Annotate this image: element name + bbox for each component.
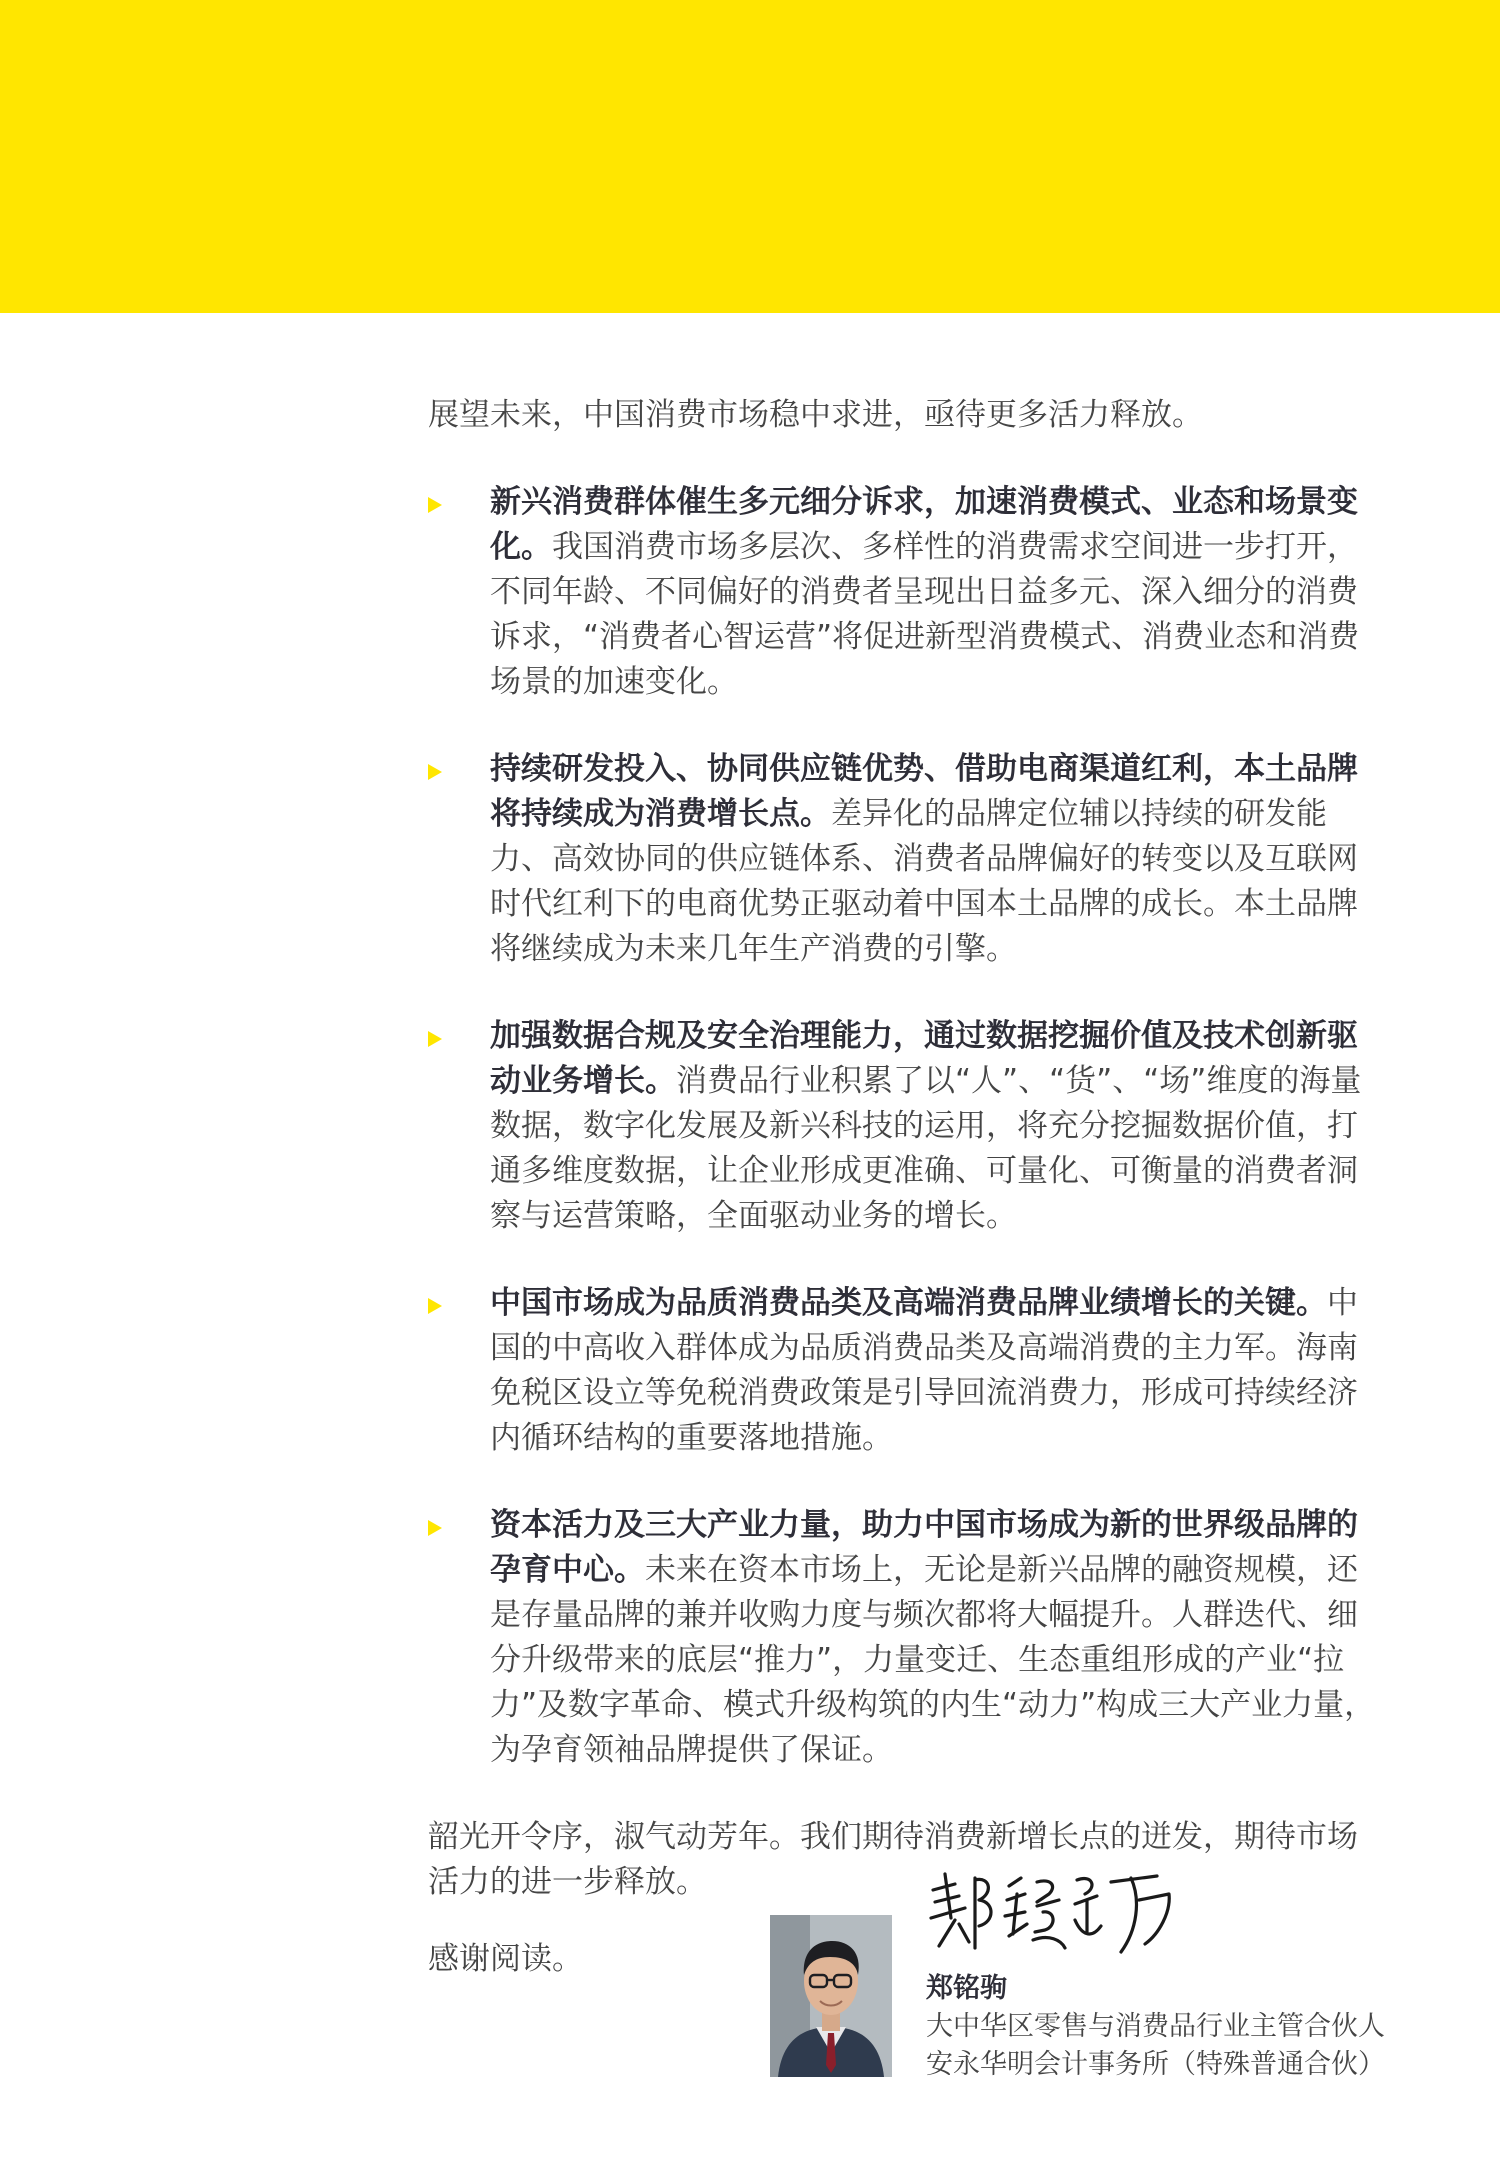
- intro-paragraph: 展望未来，中国消费市场稳中求进，亟待更多活力释放。: [428, 397, 1203, 433]
- top-yellow-band: [0, 0, 1500, 313]
- triangle-bullet-icon: [428, 1520, 442, 1536]
- bullet-heading: 持续研发投入、协同供应链优势、借助电商渠道红利，本土品牌将持续成为消费增长点。: [490, 751, 1358, 832]
- triangle-bullet-icon: [428, 764, 442, 780]
- closing-paragraph: 韶光开令序，淑气动芳年。我们期待消费新增长点的迸发，期待市场活力的进一步释放。: [428, 1819, 1358, 1900]
- thanks-text: 感谢阅读。: [428, 1941, 583, 1977]
- bullet-heading: 新兴消费群体催生多元细分诉求，加速消费模式、业态和场景变化。: [490, 484, 1358, 565]
- bullet-text: 我国消费市场多层次、多样性的消费需求空间进一步打开，不同年龄、不同偏好的消费者呈现出日益多元、深入细分的消费诉求，“消费者心智运营”将促进新型消费模式、消费业态和消费场景的加速变化。: [490, 529, 1360, 700]
- bullet-text: 未来在资本市场上，无论是新兴品牌的融资规模，还是存量品牌的兼并收购力度与频次都将大幅提升。人群迭代、细分升级带来的底层“推力”，力量变迁、生态重组形成的产业“拉力”及数字革命、模式升级构筑的内生“动力”构成三大产业力量，为孕育领袖品牌提供了保证。: [490, 1552, 1376, 1768]
- triangle-bullet-icon: [428, 1298, 442, 1314]
- handwritten-signature: [925, 1860, 1175, 1970]
- list-item: [428, 1014, 1388, 1239]
- bullet-heading: 加强数据合规及安全治理能力，通过数据挖掘价值及技术创新驱动业务增长。: [490, 1018, 1358, 1099]
- triangle-bullet-icon: [428, 497, 442, 513]
- outlook-list: [428, 480, 1388, 1773]
- bullet-heading: 资本活力及三大产业力量，助力中国市场成为新的世界级品牌的孕育中心。: [490, 1507, 1358, 1588]
- signatory-block: [926, 1970, 1385, 2084]
- bullet-heading: 中国市场成为品质消费品类及高端消费品牌业绩增长的关键。: [490, 1285, 1327, 1321]
- bullet-text: 消费品行业积累了以“人”、“货”、“场”维度的海量数据，数字化发展及新兴科技的运用，将充分挖掘数据价值，打通多维度数据，让企业形成更准确、可量化、可衡量的消费者洞察与运营策略，全面驱动业务的增长。: [490, 1063, 1362, 1234]
- signatory-firm: 安永华明会计事务所（特殊普通合伙）: [926, 2049, 1385, 2080]
- list-item: [428, 480, 1388, 705]
- bullet-text: 中国的中高收入群体成为品质消费品类及高端消费的主力军。海南免税区设立等免税消费政策是引导回流消费力，形成可持续经济内循环结构的重要落地措施。: [490, 1285, 1358, 1456]
- triangle-bullet-icon: [428, 1031, 442, 1047]
- letter-body: [428, 392, 1388, 1982]
- bullet-text: 差异化的品牌定位辅以持续的研发能力、高效协同的供应链体系、消费者品牌偏好的转变以及互联网时代红利下的电商优势正驱动着中国本土品牌的成长。本土品牌将继续成为未来几年生产消费的引擎。: [490, 796, 1358, 967]
- list-item: [428, 747, 1388, 972]
- list-item: [428, 1281, 1388, 1461]
- portrait-photo: [770, 1915, 892, 2077]
- signatory-name: 郑铭驹: [926, 1973, 1007, 2004]
- list-item: [428, 1503, 1388, 1773]
- signatory-title: 大中华区零售与消费品行业主管合伙人: [926, 2011, 1385, 2042]
